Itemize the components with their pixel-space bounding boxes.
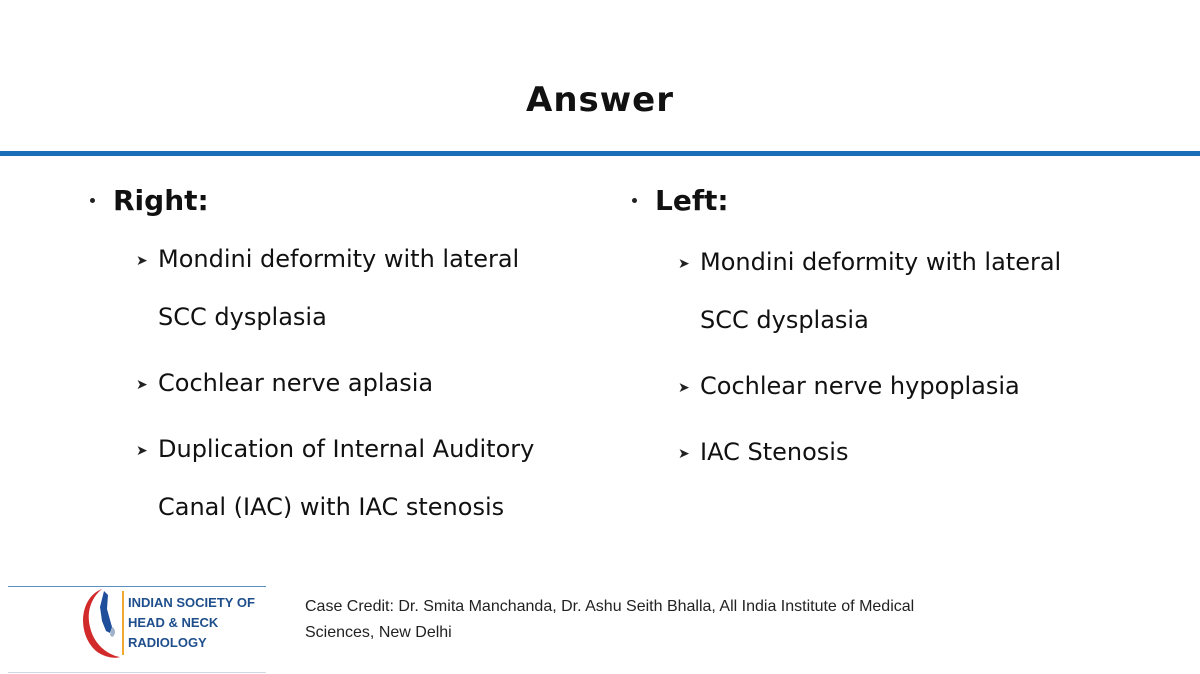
slide-title: Answer xyxy=(526,80,674,120)
item-text: Duplication of Internal Auditory xyxy=(158,435,535,463)
item-text: Mondini deformity with lateral xyxy=(700,248,1062,276)
item-text: Cochlear nerve aplasia xyxy=(158,369,434,397)
credit-line: Case Credit: Dr. Smita Manchanda, Dr. Ashu Seith Bhalla, All India Institute of Medical xyxy=(305,598,915,615)
right-heading xyxy=(88,180,588,220)
list-item xyxy=(630,423,1130,481)
right-heading-label: Right: xyxy=(113,183,209,217)
item-text-cont: Canal (IAC) with IAC stenosis xyxy=(158,493,505,521)
item-text-cont: SCC dysplasia xyxy=(700,306,869,334)
bullet-dot-icon xyxy=(90,198,95,203)
list-item xyxy=(88,420,588,536)
logo-line: HEAD & NECK xyxy=(128,615,219,630)
credit-line: Sciences, New Delhi xyxy=(305,624,452,641)
arrow-bullet-icon: ➤ xyxy=(136,377,148,393)
right-column xyxy=(88,180,588,536)
list-item xyxy=(630,357,1130,415)
item-text: Mondini deformity with lateral xyxy=(158,245,520,273)
list-item xyxy=(630,233,1130,349)
arrow-bullet-icon: ➤ xyxy=(678,446,690,462)
logo-text xyxy=(128,593,255,653)
logo-line: INDIAN SOCIETY OF xyxy=(128,595,255,610)
arrow-bullet-icon: ➤ xyxy=(136,253,148,269)
list-item xyxy=(88,354,588,412)
title-divider xyxy=(0,151,1200,156)
society-logo xyxy=(70,587,270,662)
arrow-bullet-icon: ➤ xyxy=(678,256,690,272)
left-column xyxy=(630,180,1130,481)
logo-line: RADIOLOGY xyxy=(128,635,207,650)
item-text-cont: SCC dysplasia xyxy=(158,303,327,331)
case-credit xyxy=(305,594,1105,646)
bullet-dot-icon xyxy=(632,198,637,203)
left-heading xyxy=(630,180,1130,220)
arrow-bullet-icon: ➤ xyxy=(678,380,690,396)
footer-rule-bottom xyxy=(8,672,266,673)
item-text: IAC Stenosis xyxy=(700,438,849,466)
item-text: Cochlear nerve hypoplasia xyxy=(700,372,1020,400)
logo-emblem-icon xyxy=(74,587,126,661)
left-heading-label: Left: xyxy=(655,183,729,217)
list-item xyxy=(88,230,588,346)
arrow-bullet-icon: ➤ xyxy=(136,443,148,459)
logo-divider xyxy=(122,591,124,655)
